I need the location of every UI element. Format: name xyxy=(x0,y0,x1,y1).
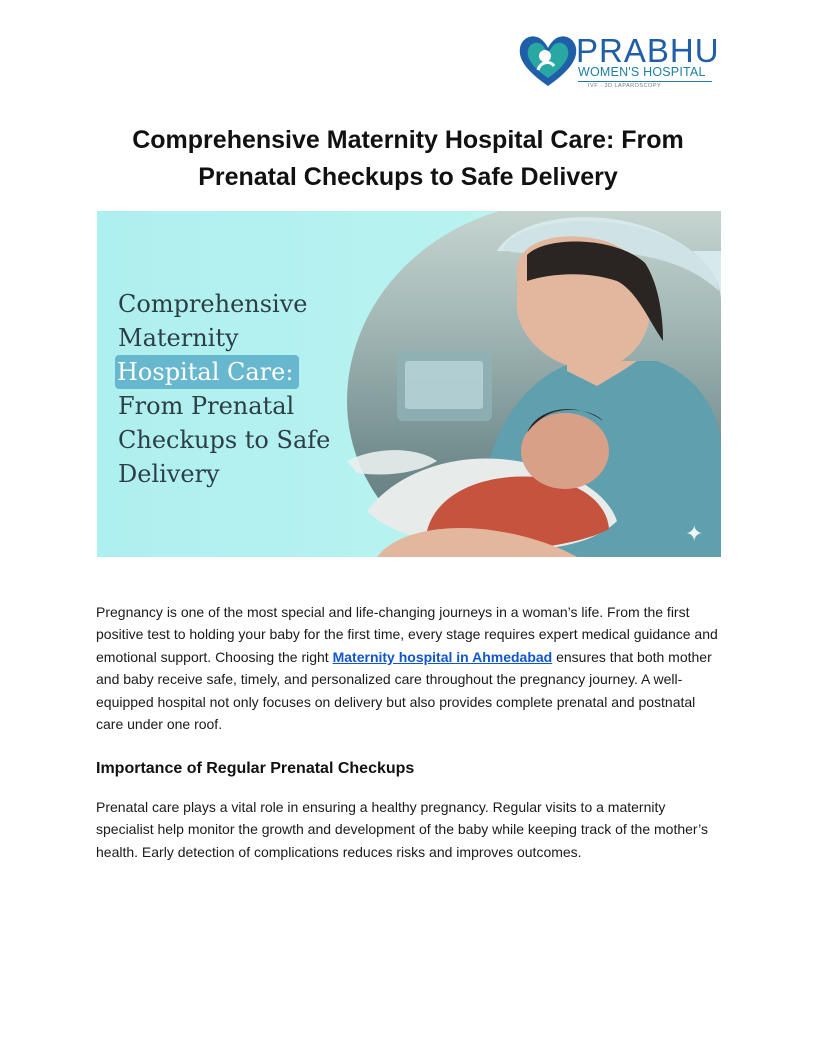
logo-tagline: IVF · 3D LAPAROSCOPY xyxy=(588,83,662,89)
hero-image xyxy=(97,211,721,557)
hero-line: Delivery xyxy=(118,460,220,488)
hero-line: Comprehensive xyxy=(118,290,308,318)
intro-paragraph xyxy=(96,601,720,735)
heart-logo-icon xyxy=(516,28,580,92)
hero-line: From Prenatal xyxy=(118,392,295,420)
hero-line-highlighted: Hospital Care: xyxy=(115,355,299,389)
page-title: Comprehensive Maternity Hospital Care: From Prenatal Checkups to Safe Delivery xyxy=(132,126,684,191)
intro-text-before-link: Pregnancy is one of the most special and life-changing journeys in a woman’s life. From the first positive test to holding your baby for the first time, every stage requires expert medical guidance and emotional support. Choosing the right xyxy=(96,604,718,665)
hero-line: Checkups to Safe xyxy=(118,426,331,454)
maternity-hospital-link[interactable]: Maternity hospital in Ahmedabad xyxy=(332,648,553,665)
sparkle-icon: ✦ xyxy=(685,521,704,546)
hero-line: Maternity xyxy=(118,324,239,352)
logo-name: PRABHU xyxy=(576,32,720,69)
intro-text-after-link: ensures that both mother and baby receive safe, timely, and personalized care throughout the pregnancy journey. A well-equipped hospital not only focuses on delivery but also provides complete prenatal and postnatal care under one roof. xyxy=(96,648,712,733)
logo-divider xyxy=(578,81,712,82)
hero-heading xyxy=(118,287,348,491)
prenatal-paragraph: Prenatal care plays a vital role in ensuring a healthy pregnancy. Regular visits to a maternity specialist help monitor the growth and development of the baby while keeping track of the mother’s health. Early detection of complications reduces risks and improves outcomes. xyxy=(96,799,708,860)
section-heading: Importance of Regular Prenatal Checkups xyxy=(96,760,415,777)
hospital-logo xyxy=(516,28,720,94)
logo-subtitle: WOMEN'S HOSPITAL xyxy=(578,65,706,79)
